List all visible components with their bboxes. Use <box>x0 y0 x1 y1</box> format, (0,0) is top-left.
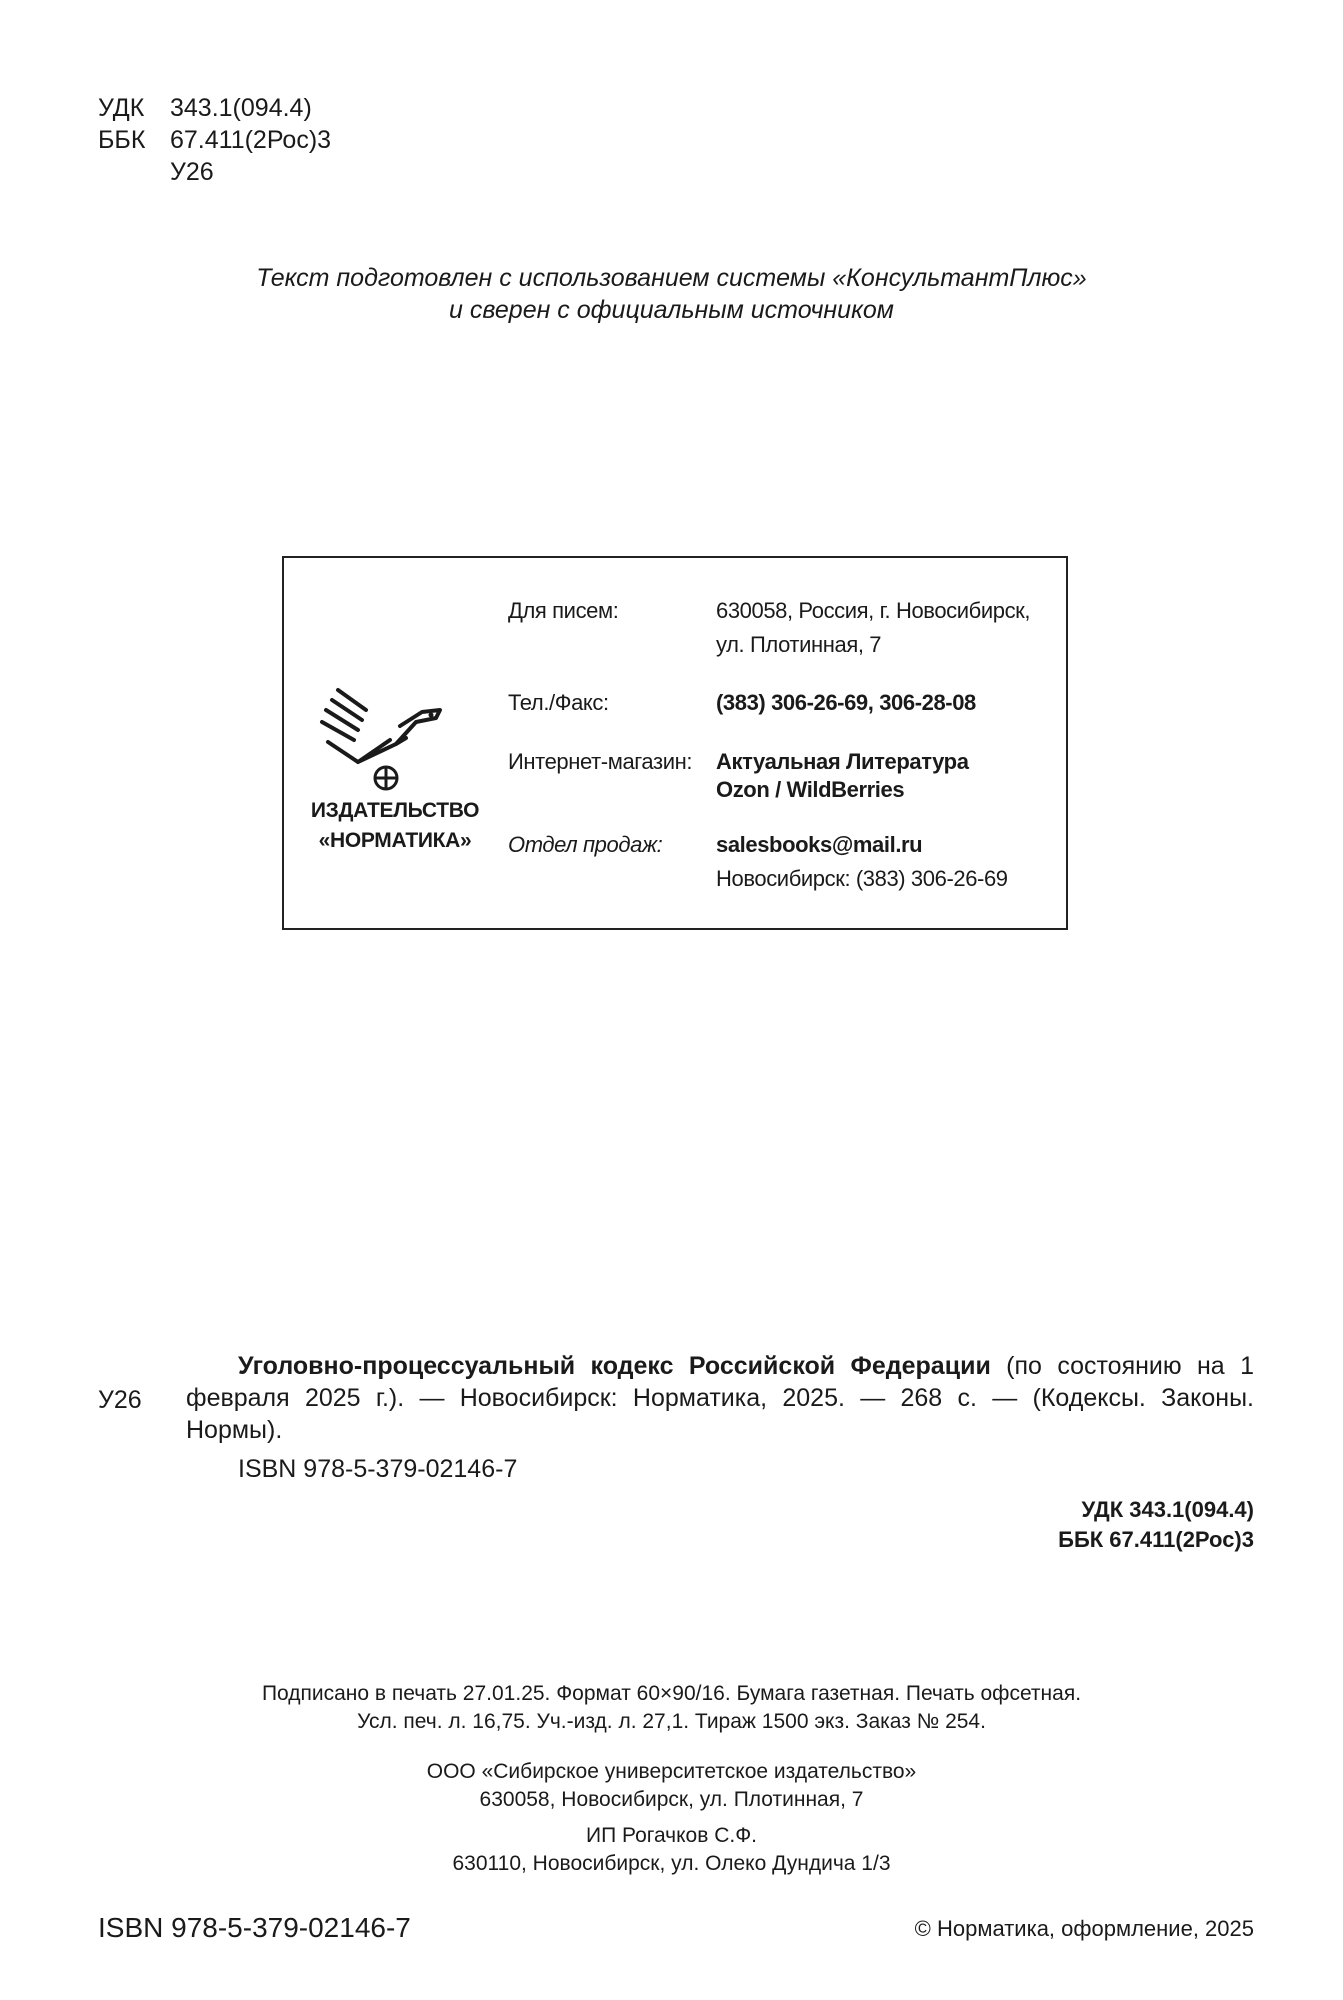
bbk-label: ББК <box>98 126 146 154</box>
printer1-name: ООО «Сибирское университетское издательство» <box>426 1760 917 1783</box>
bird-book-icon <box>318 682 458 792</box>
imprint-printer2 <box>0 1822 1343 1878</box>
footer-copyright: © Норматика, оформление, 2025 <box>914 1916 1254 1941</box>
record-bbk: ББК 67.411(2Рос)3 <box>1058 1527 1254 1552</box>
record-description <box>186 1350 1254 1446</box>
shop-line1: Актуальная Литература <box>716 749 969 774</box>
record-isbn: ISBN 978-5-379-02146-7 <box>238 1455 518 1483</box>
sales-phone: Новосибирск: (383) 306-26-69 <box>716 866 1008 891</box>
letters-address-line1: 630058, Россия, г. Новосибирск, <box>716 598 1031 623</box>
publisher-name <box>300 796 490 856</box>
phone-value: (383) 306-26-69, 306-28-08 <box>716 690 976 715</box>
record-classification <box>1058 1495 1254 1555</box>
printer2-address: 630110, Новосибирск, ул. Олеко Дундича 1/3 <box>452 1852 891 1875</box>
publisher-logo <box>318 682 458 792</box>
sales-label: Отдел продаж: <box>508 832 663 857</box>
sales-email: salesbooks@mail.ru <box>716 832 923 857</box>
record-mark: У26 <box>98 1386 142 1414</box>
udk-value: 343.1(094.4) <box>170 94 312 122</box>
publisher-name-line1: ИЗДАТЕЛЬСТВО <box>310 799 480 822</box>
prepared-note-line2: и сверен с официальным источником <box>449 296 894 324</box>
prepared-note <box>0 262 1343 326</box>
imprint-line2: Усл. печ. л. 16,75. Уч.-изд. л. 27,1. Тираж 1500 экз. Заказ № 254. <box>357 1710 986 1733</box>
printer2-name: ИП Рогачков С.Ф. <box>585 1824 758 1847</box>
record-udk: УДК 343.1(094.4) <box>1081 1497 1254 1522</box>
printer1-address: 630058, Новосибирск, ул. Плотинная, 7 <box>479 1788 864 1811</box>
record-details: (по состоянию на 1 февраля 2025 г.). — Новосибирск: Норматика, 2025. — 268 с. — (Кодексы. Законы. Нормы). <box>186 1352 1254 1444</box>
prepared-note-line1: Текст подготовлен с использованием системы «КонсультантПлюс» <box>256 264 1087 292</box>
imprint-print-info <box>0 1680 1343 1736</box>
classification-block <box>98 92 331 188</box>
letters-label: Для писем: <box>508 598 619 623</box>
imprint-line1: Подписано в печать 27.01.25. Формат 60×90/16. Бумага газетная. Печать офсетная. <box>261 1682 1082 1705</box>
publisher-name-line2: «НОРМАТИКА» <box>318 829 472 852</box>
letters-address-line2: ул. Плотинная, 7 <box>716 632 882 657</box>
imprint-printer1 <box>0 1758 1343 1814</box>
footer-isbn: ISBN 978-5-379-02146-7 <box>98 1912 411 1943</box>
udk-label: УДК <box>98 94 145 122</box>
author-mark: У26 <box>170 158 214 186</box>
record-title: Уголовно-процессуальный кодекс Российской Федерации <box>238 1352 991 1380</box>
phone-label: Тел./Факс: <box>508 690 609 715</box>
bbk-value: 67.411(2Рос)3 <box>170 126 332 154</box>
shop-label: Интернет-магазин: <box>508 749 693 774</box>
shop-line2: Ozon / WildBerries <box>716 777 905 802</box>
